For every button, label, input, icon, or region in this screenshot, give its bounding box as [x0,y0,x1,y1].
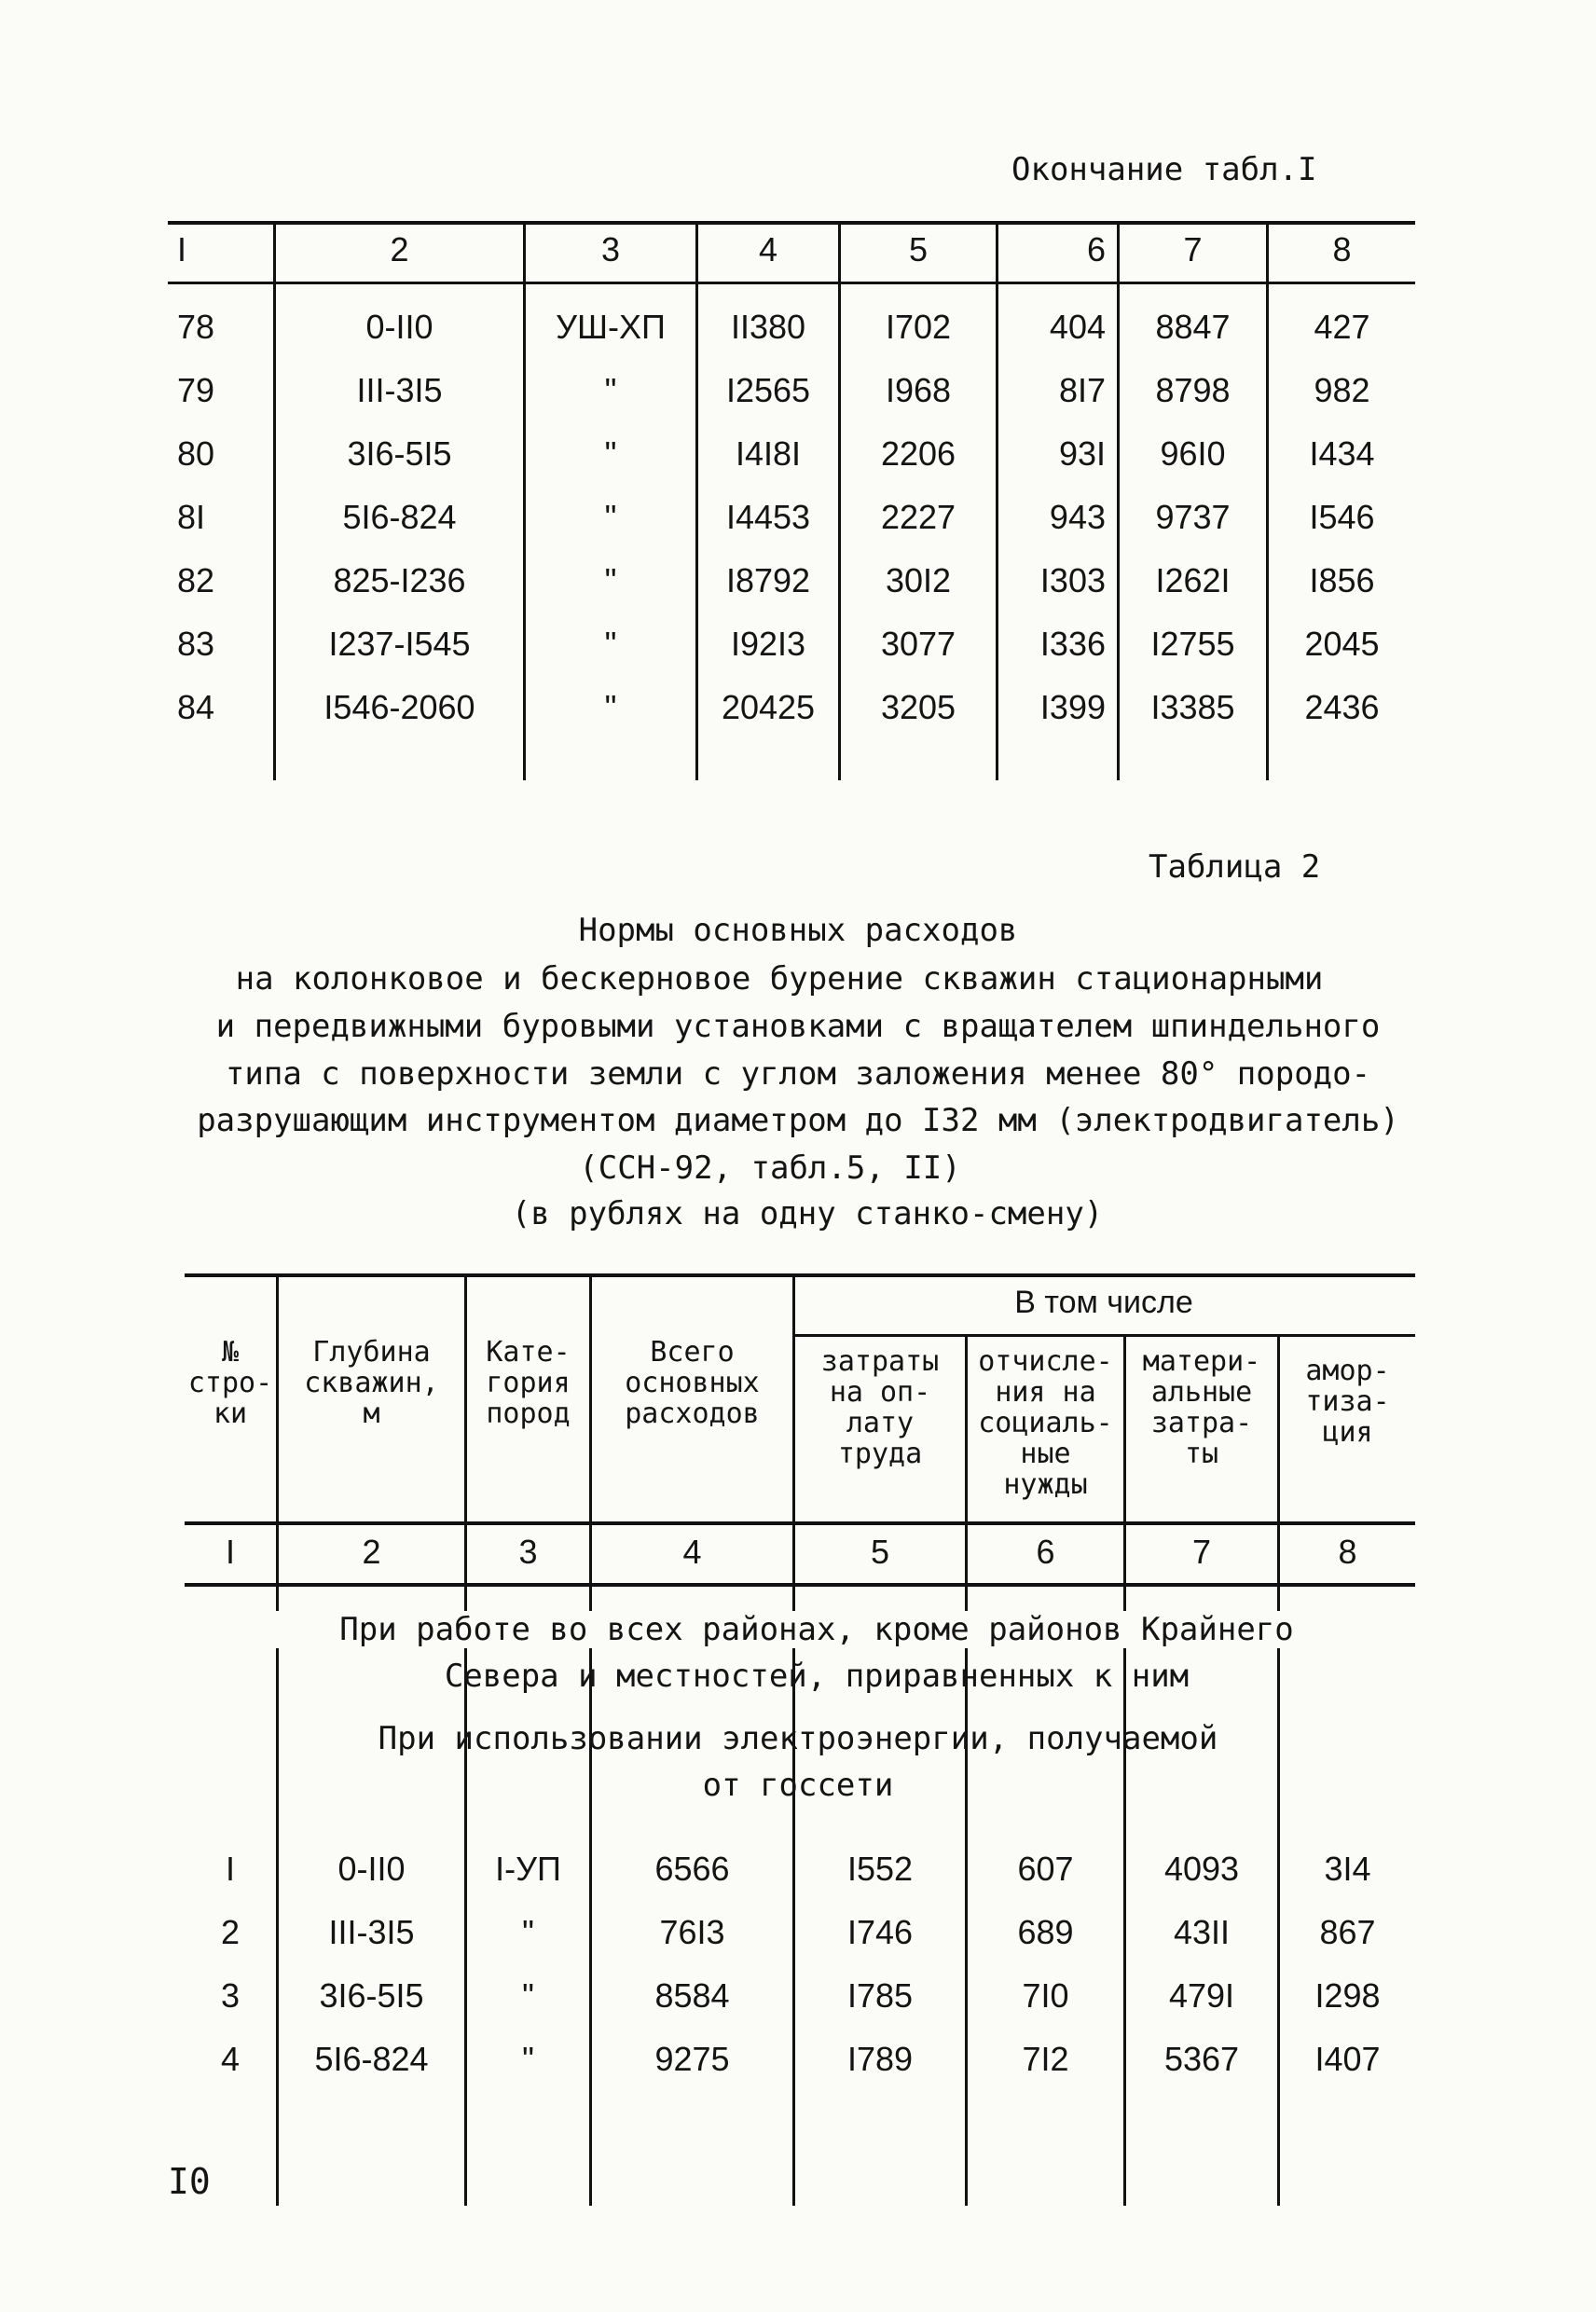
table2-cell: " [522,1976,534,2015]
table2-cell: 689 [1017,1913,1074,1951]
top-table-cell: I2755 [1150,625,1235,663]
top-table-cell: 427 [1314,308,1370,346]
top-table-header-5: 5 [908,230,929,268]
top-table-upper-rule [168,221,1415,225]
top-table-cell: 404 [1049,308,1106,346]
top-table-cell: 3205 [880,688,956,726]
top-table-header-4: 4 [758,230,778,268]
top-table-cell: 30I2 [885,561,952,599]
top-table-cell: I303 [1039,561,1106,599]
top-table-header-8: 8 [1332,230,1352,268]
top-table-cell: I856 [1309,561,1375,599]
table2-cell: I-УП [495,1850,561,1888]
top-table-cell: 0-II0 [365,308,433,346]
top-table-cell: 9737 [1155,498,1231,536]
top-table-cell: I702 [885,308,952,346]
header-well-depth: Глубина скважин, м [304,1336,439,1430]
table2-cell: I407 [1314,2040,1381,2078]
table2-title-line-6: (ССН-92, табл.5, II) [579,1149,961,1187]
header-row-number: № стро- ки [187,1336,273,1430]
table2-title-line-2: на колонковое и бескерновое бурение скважин стационарными [235,960,1324,998]
top-table-cell: I546-2060 [323,688,475,726]
header-material-costs: матери- альные затра- ты [1142,1345,1261,1470]
table2-top-rule [185,1273,1415,1277]
top-table-cell: I968 [885,371,952,409]
table2-cell: I789 [846,2040,914,2078]
top-table-cell: 5I6-824 [342,498,457,536]
top-table-header-7: 7 [1183,230,1203,268]
top-table-cell: 20425 [721,688,816,726]
table2-cell: 76I3 [659,1913,725,1951]
top-table-cell: 84 [177,688,215,726]
top-table-cell: " [604,561,617,599]
table2-cell: 3I6-5I5 [319,1976,424,2015]
top-table-cell: " [604,625,617,663]
table2-cell: 5I6-824 [314,2040,429,2078]
group-header-in-total: В том числе [1014,1285,1193,1320]
top-table-cell: III-3I5 [356,371,443,409]
table2-cell: III-3I5 [328,1913,415,1951]
table2-column-number-4: 4 [682,1533,702,1571]
top-table-cell: 2436 [1304,688,1380,726]
top-table-cell: 982 [1314,371,1370,409]
table2-title-line-5: разрушающим инструментом диаметром до I32 мм (электродвигатель) [197,1102,1399,1139]
table2-cell: 6566 [654,1850,730,1888]
header-labour-costs: затраты на оп- лату труда [820,1345,940,1470]
table2-label: Таблица 2 [1149,848,1321,886]
table1-continuation-caption: Окончание табл.I [1011,151,1317,188]
table2-cell: I [225,1850,235,1888]
table2-column-number-3: 3 [518,1533,538,1571]
table2-cell: 3I4 [1324,1850,1371,1888]
table2-column-number-6: 6 [1036,1533,1055,1571]
top-table-cell: " [604,371,617,409]
subsection-heading-line-2: от госсети [702,1767,894,1804]
table2-column-number-8: 8 [1338,1533,1357,1571]
top-table-cell: УШ-XП [556,308,666,346]
top-table-cell: I2565 [725,371,811,409]
header-social-contributions: отчисле- ния на социаль- ные нужды [978,1345,1113,1501]
top-table-cell: 82 [177,561,215,599]
section-heading-line-2: Севера и местностей, приравненных к ним [444,1658,1190,1695]
top-table-cell: 79 [177,371,215,409]
table2-cell: 4 [220,2040,241,2078]
top-table-cell: 8I [177,498,206,536]
top-table-cell: I4453 [725,498,811,536]
table2-cell: 607 [1017,1850,1074,1888]
top-table-header-2: 2 [390,230,409,268]
table2-cell: I552 [846,1850,914,1888]
top-table-cell: " [604,434,617,473]
top-table-cell: I546 [1309,498,1375,536]
table2-title-line-7: (в рублях на одну станко-смену) [511,1195,1104,1232]
table2-cell: 867 [1319,1913,1376,1951]
subsection-heading-line-1: При использовании электроэнергии, получаемой [378,1720,1218,1757]
table2-cell: 9275 [654,2040,730,2078]
section-heading-line-1: При работе во всех районах, кроме районов Крайнего [19,1611,1596,1648]
table2-cell: 4093 [1163,1850,1240,1888]
top-table-cell: 943 [1049,498,1106,536]
top-table-cell: 80 [177,434,215,473]
table2-column-number-7: 7 [1191,1533,1212,1571]
table2-title-line-1: Нормы основных расходов [578,912,1018,949]
top-table-cell: II380 [730,308,806,346]
top-table-cell: I8792 [725,561,811,599]
page-number: I0 [168,2161,211,2202]
table2-cell: I785 [846,1976,914,2015]
table2-group-rule [792,1334,1415,1337]
top-table-header-6: 6 [1086,230,1106,268]
top-table-cell: I237-I545 [328,625,471,663]
top-table-cell: I92I3 [730,625,806,663]
table2-cell: 8584 [654,1976,730,2015]
top-table-cell: I336 [1039,625,1106,663]
table2-cell: 7I2 [1022,2040,1069,2078]
table2-column-number-5: 5 [870,1533,890,1571]
table2-header-rule [185,1521,1415,1525]
top-table-header-3: 3 [600,230,621,268]
table2-cell: I298 [1314,1976,1381,2015]
header-rock-category: Кате- гория пород [486,1336,571,1430]
top-table-cell: 825-I236 [333,561,466,599]
table2-cell: 7I0 [1022,1976,1069,2015]
top-table-cell: 78 [177,308,215,346]
table2-column-number-2: 2 [362,1533,381,1571]
top-table-cell: " [604,688,617,726]
top-table-cell: I434 [1309,434,1375,473]
table2-numbers-rule [185,1583,1415,1587]
table2-cell: I746 [846,1913,914,1951]
top-table-cell: I262I [1155,561,1231,599]
table2-title-line-4: типа с поверхности земли с углом заложения менее 80° породо- [225,1055,1371,1093]
table2-cell: 43II [1173,1913,1231,1951]
top-table-cell: 8847 [1155,308,1231,346]
top-table-cell: I3385 [1150,688,1235,726]
table2-cell: 0-II0 [337,1850,406,1888]
table2-cell: 5367 [1163,2040,1240,2078]
top-table-cell: 2206 [880,434,956,473]
top-table-cell: 3I6-5I5 [347,434,452,473]
top-table-cell: 8798 [1155,371,1231,409]
top-table-cell: 2045 [1304,625,1380,663]
table2-cell: 479I [1168,1976,1235,2015]
table2-cell: 3 [220,1976,241,2015]
top-table-header-1: I [177,230,187,268]
top-table-cell: I4I8I [735,434,802,473]
table2-cell: " [522,1913,534,1951]
header-depreciation: амор- тиза- ция [1305,1355,1390,1449]
table2-cell: 2 [220,1913,241,1951]
top-table-cell: 8I7 [1058,371,1106,409]
top-table-cell: 93I [1058,434,1106,473]
top-table-cell: 83 [177,625,215,663]
header-total-expenses: Всего основных расходов [625,1336,760,1430]
table2-cell: " [522,2040,534,2078]
table2-column-number-1: I [225,1533,235,1571]
top-table-cell: 3077 [880,625,956,663]
top-table-cell: " [604,498,617,536]
top-table-cell: I399 [1039,688,1106,726]
top-table-header-rule [168,282,1415,284]
top-table-cell: 2227 [880,498,956,536]
top-table-cell: 96I0 [1160,434,1226,473]
table2-title-line-3: и передвижными буровыми установками с вращателем шпиндельного [215,1008,1381,1045]
